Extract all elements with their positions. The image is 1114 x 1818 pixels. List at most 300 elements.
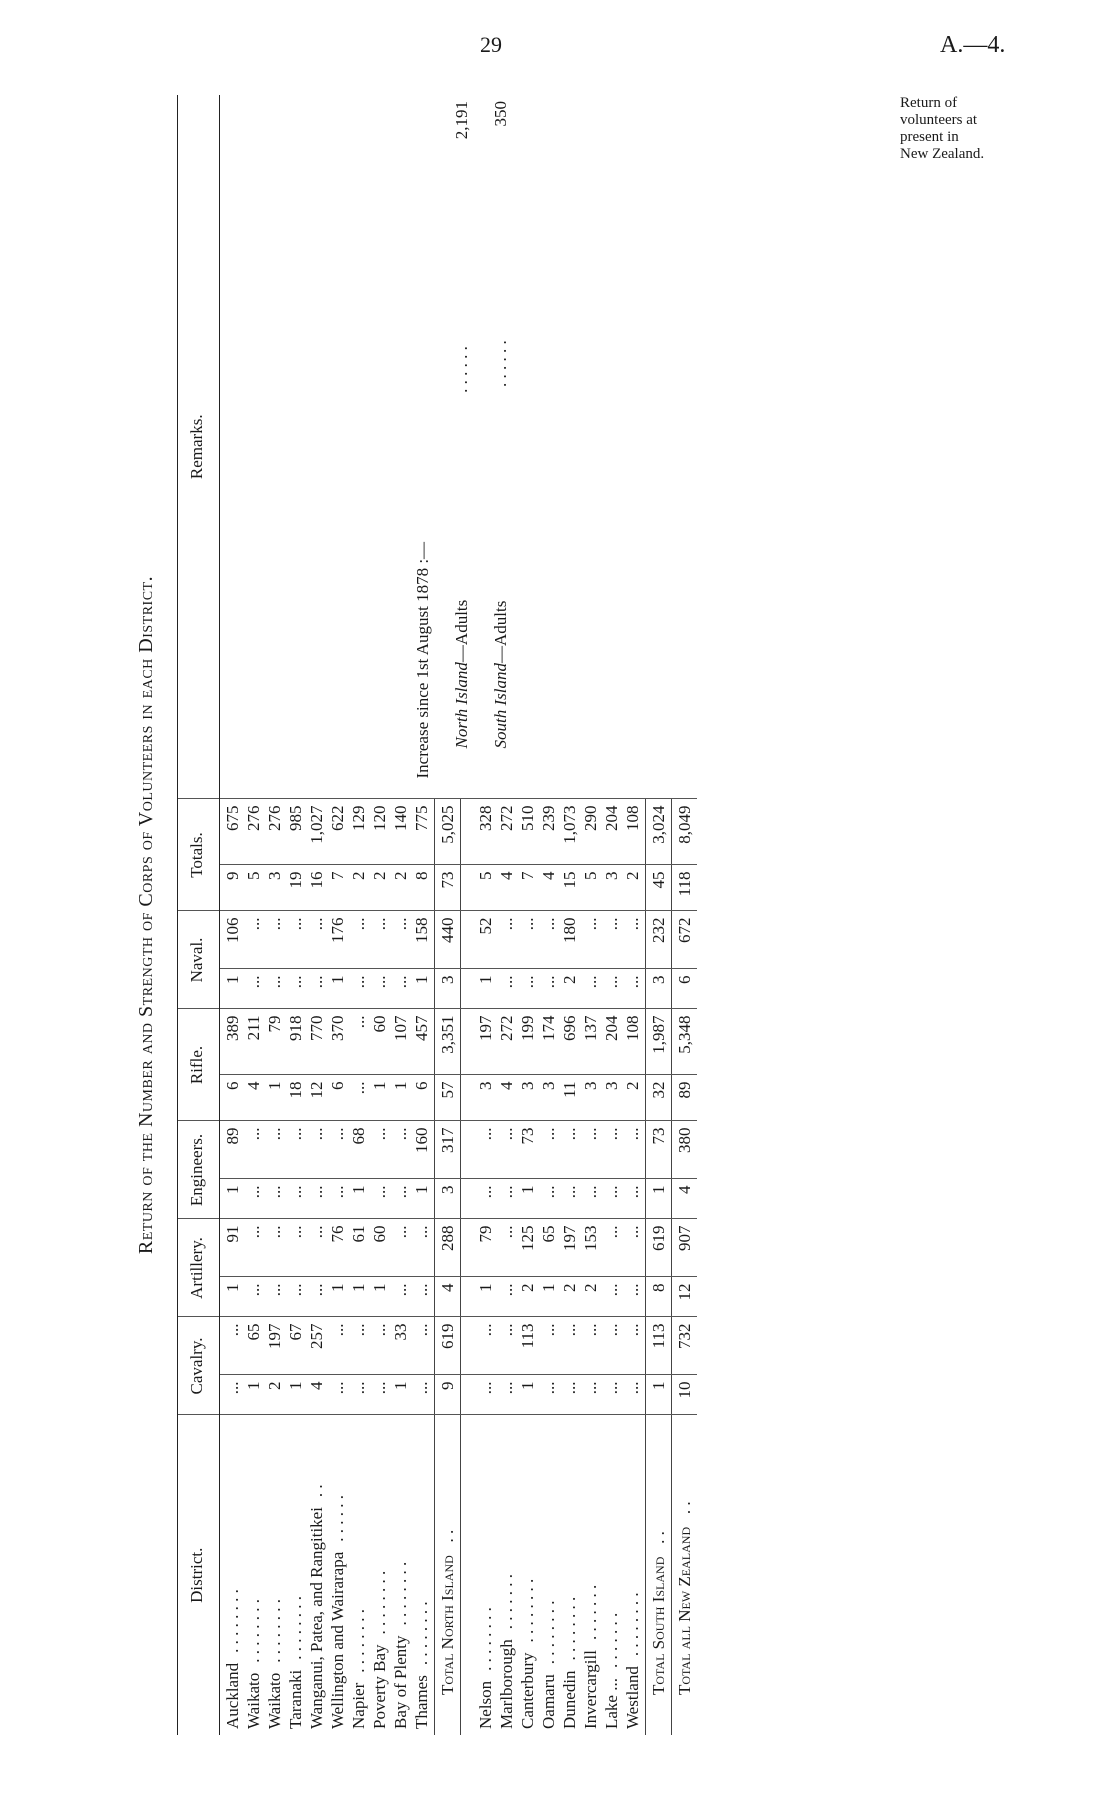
table-cell: 1 xyxy=(223,1185,242,1194)
table-cell: ... xyxy=(328,1323,347,1337)
table-cell: 1 xyxy=(286,1381,305,1390)
table-cell: ... xyxy=(307,917,326,931)
table-cell: 1,073 xyxy=(560,805,579,844)
table-cell: ... xyxy=(370,1185,389,1199)
dot-leader: . . . . . . . . xyxy=(223,1589,242,1653)
dot-leader: . . . . . . . . xyxy=(286,1596,305,1660)
margin-note xyxy=(900,95,1020,163)
total-cell: 10 xyxy=(672,1375,698,1415)
table-cell: ... xyxy=(539,917,558,931)
margin-note-line: New Zealand. xyxy=(900,146,985,162)
remarks-north-suffix: —Adults xyxy=(452,599,471,663)
table-cell: 79 xyxy=(476,1225,495,1243)
district-name xyxy=(348,1422,369,1730)
district-name xyxy=(327,1422,348,1730)
remarks-cell xyxy=(220,95,698,799)
total-cell: 89 xyxy=(672,1075,698,1121)
district-label: Auckland xyxy=(223,1662,242,1729)
table-cell: 328 xyxy=(476,805,495,831)
total-cell: 8 xyxy=(646,1277,672,1317)
table-cell: ... xyxy=(307,1283,326,1297)
total-cell: 5,348 xyxy=(672,1009,698,1075)
table-cell: 65 xyxy=(539,1225,558,1243)
district-label: Wellington and Wairarapa xyxy=(328,1551,347,1729)
table-cell: 3 xyxy=(602,1081,621,1090)
table-cell: ... xyxy=(244,917,263,931)
table-cell: ... xyxy=(391,1185,410,1199)
artillery-corps-column xyxy=(220,1277,435,1317)
nz-total-label: Total all New Zealand . . xyxy=(672,1415,698,1735)
table-cell: 6 xyxy=(328,1081,347,1090)
table-cell: ... xyxy=(244,1127,263,1141)
cavalry-corps-column xyxy=(461,1375,646,1415)
table-cell: ... xyxy=(497,975,516,989)
table-cell: 985 xyxy=(286,805,305,831)
district-column xyxy=(220,1415,435,1735)
cavalry-corps-column xyxy=(220,1375,435,1415)
engineers-strength-column xyxy=(461,1121,646,1179)
total-cell: 32 xyxy=(646,1075,672,1121)
total-cell: 73 xyxy=(435,865,461,911)
total-cell: 4 xyxy=(672,1179,698,1219)
table-cell: ... xyxy=(560,1185,579,1199)
dot-leader: . . . . . . . xyxy=(497,1574,516,1630)
table-cell: ... xyxy=(412,1381,431,1395)
naval-strength-column xyxy=(461,911,646,969)
header-cavalry: Cavalry. xyxy=(178,1317,220,1415)
district-label: Oamaru xyxy=(539,1674,558,1729)
table-cell: ... xyxy=(497,917,516,931)
table-cell: 4 xyxy=(307,1381,326,1390)
table-cell: ... xyxy=(581,1127,600,1141)
table-cell: ... xyxy=(286,917,305,931)
total-cell: 288 xyxy=(435,1219,461,1277)
dot-leader: . . . . . . . . xyxy=(518,1578,537,1643)
table-cell: ... xyxy=(602,917,621,931)
district-name xyxy=(601,1422,622,1730)
table-cell: 1 xyxy=(349,1283,368,1292)
table-cell: 197 xyxy=(265,1323,284,1349)
total-cell: 3 xyxy=(435,969,461,1009)
total-cell: 6 xyxy=(672,969,698,1009)
artillery-corps-column xyxy=(461,1277,646,1317)
dot-leader: . . . . . . . . xyxy=(349,1608,368,1673)
table-cell: 197 xyxy=(476,1015,495,1041)
table-cell: 106 xyxy=(223,917,242,943)
table-cell: 204 xyxy=(602,1015,621,1041)
table-cell: ... xyxy=(370,917,389,931)
table-cell: ... xyxy=(539,1381,558,1395)
total-cell: 1,987 xyxy=(646,1009,672,1075)
table-cell: 272 xyxy=(497,805,516,831)
table-cell: 1 xyxy=(349,1185,368,1194)
table-cell: 272 xyxy=(497,1015,516,1041)
table-cell: 1 xyxy=(412,1185,431,1194)
table-cell: 276 xyxy=(244,805,263,831)
table-cell: ... xyxy=(391,1283,410,1297)
district-name xyxy=(622,1422,643,1730)
table-cell: 3 xyxy=(539,1081,558,1090)
remarks-south-suffix: —Adults xyxy=(491,600,510,664)
total-cell: 672 xyxy=(672,911,698,969)
table-cell: ... xyxy=(497,1323,516,1337)
header-totals: Totals. xyxy=(178,799,220,911)
table-cell: 1 xyxy=(370,1283,389,1292)
table-cell: ... xyxy=(349,917,368,931)
table-cell: 15 xyxy=(560,871,579,889)
table-cell: 91 xyxy=(223,1225,242,1243)
table-cell: ... xyxy=(623,1381,642,1395)
table-cell: 76 xyxy=(328,1225,347,1243)
table-cell: 158 xyxy=(412,917,431,943)
table-cell: ... xyxy=(602,975,621,989)
table-cell: ... xyxy=(602,1323,621,1337)
total-cell: 619 xyxy=(435,1317,461,1375)
table-cell: ... xyxy=(602,1225,621,1239)
table-cell: ... xyxy=(349,1015,368,1029)
table-cell: ... xyxy=(497,1127,516,1141)
total-cell: 440 xyxy=(435,911,461,969)
table-cell: ... xyxy=(391,1127,410,1141)
table-cell: ... xyxy=(223,1323,242,1337)
table-cell: 6 xyxy=(223,1081,242,1090)
table-cell: 6 xyxy=(412,1081,431,1090)
margin-note-line: present in xyxy=(900,129,959,145)
district-name xyxy=(559,1422,580,1730)
remarks-north-row xyxy=(451,101,472,779)
engineers-corps-column xyxy=(220,1179,435,1219)
district-name xyxy=(538,1422,559,1730)
table-cell: 61 xyxy=(349,1225,368,1243)
table-cell: 3 xyxy=(476,1081,495,1090)
total-cell: 619 xyxy=(646,1219,672,1277)
table-cell: ... xyxy=(539,975,558,989)
table-cell: ... xyxy=(307,1185,326,1199)
table-cell: 7 xyxy=(328,871,347,880)
totals-strength-column xyxy=(220,799,435,865)
table-cell: ... xyxy=(244,975,263,989)
district-name xyxy=(306,1422,327,1730)
district-name xyxy=(411,1422,432,1730)
table-cell: 176 xyxy=(328,917,347,943)
table-cell: ... xyxy=(286,1127,305,1141)
remarks-south-row xyxy=(490,101,511,779)
table-cell: 3 xyxy=(581,1081,600,1090)
table-cell: ... xyxy=(286,1185,305,1199)
total-cell: 317 xyxy=(435,1121,461,1179)
table-cell: 3 xyxy=(602,871,621,880)
table-cell: 696 xyxy=(560,1015,579,1041)
table-cell: 1 xyxy=(391,1081,410,1090)
remarks-south-label: South Island xyxy=(491,663,510,749)
naval-corps-column xyxy=(461,969,646,1009)
total-cell: 380 xyxy=(672,1121,698,1179)
table-cell: 510 xyxy=(518,805,537,831)
table-cell: 18 xyxy=(286,1081,305,1099)
table-cell: ... xyxy=(581,975,600,989)
table-cell: ... xyxy=(307,1225,326,1239)
table-cell: ... xyxy=(370,1381,389,1395)
table-cell: ... xyxy=(244,1225,263,1239)
table-cell: 7 xyxy=(518,871,537,880)
rifle-corps-column xyxy=(220,1075,435,1121)
table-cell: ... xyxy=(602,1381,621,1395)
table-cell: 180 xyxy=(560,917,579,943)
table-cell: ... xyxy=(497,1185,516,1199)
table-cell: ... xyxy=(581,917,600,931)
remarks-north-value: 2,191 xyxy=(452,101,471,140)
table-cell: 211 xyxy=(244,1015,263,1041)
table-cell: 67 xyxy=(286,1323,305,1341)
total-cell: 12 xyxy=(672,1277,698,1317)
total-cell: 3 xyxy=(646,969,672,1009)
cavalry-strength-column xyxy=(220,1317,435,1375)
table-cell: 8 xyxy=(412,871,431,880)
table-cell: ... xyxy=(349,975,368,989)
table-cell: 1 xyxy=(476,1283,495,1292)
table-cell: 2 xyxy=(623,871,642,880)
table-cell: 1 xyxy=(265,1081,284,1090)
table-cell: ... xyxy=(539,1127,558,1141)
artillery-strength-column xyxy=(461,1219,646,1277)
page-number: 29 xyxy=(480,32,502,57)
table-cell: ... xyxy=(539,1323,558,1337)
totals-corps-column xyxy=(220,865,435,911)
remarks-north-dots: . . . . . . xyxy=(452,346,471,393)
table-cell: ... xyxy=(581,1381,600,1395)
table-cell: ... xyxy=(265,975,284,989)
total-cell: 9 xyxy=(435,1375,461,1415)
total-cell: 732 xyxy=(672,1317,698,1375)
header-rifle: Rifle. xyxy=(178,1009,220,1121)
table-cell: 2 xyxy=(391,871,410,880)
total-cell: 1 xyxy=(646,1179,672,1219)
table-cell: ... xyxy=(476,1127,495,1141)
table-cell: ... xyxy=(623,1323,642,1337)
dot-leader: . . . . . . . . xyxy=(623,1592,642,1657)
table-cell: 3 xyxy=(265,871,284,880)
rifle-strength-column xyxy=(461,1009,646,1075)
district-name xyxy=(496,1422,517,1730)
table-cell: 770 xyxy=(307,1015,326,1041)
naval-strength-column xyxy=(220,911,435,969)
table-cell: ... xyxy=(391,917,410,931)
table-cell: 120 xyxy=(370,805,389,831)
table-cell: ... xyxy=(497,1283,516,1297)
totals-corps-column xyxy=(461,865,646,911)
table-cell: 65 xyxy=(244,1323,263,1341)
table-cell: ... xyxy=(497,1225,516,1239)
total-cell: 8,049 xyxy=(672,799,698,865)
table-cell: 4 xyxy=(244,1081,263,1090)
header-engineers: Engineers. xyxy=(178,1121,220,1219)
table-cell: 160 xyxy=(412,1127,431,1153)
table-cell: 2 xyxy=(518,1283,537,1292)
table-cell: ... xyxy=(265,1127,284,1141)
total-cell: 907 xyxy=(672,1219,698,1277)
table-cell: ... xyxy=(265,1185,284,1199)
table-cell: 1 xyxy=(539,1283,558,1292)
table-cell: 918 xyxy=(286,1015,305,1041)
table-cell: ... xyxy=(518,975,537,989)
district-name xyxy=(390,1422,411,1730)
table-cell: 1 xyxy=(476,975,495,984)
table-cell: 11 xyxy=(560,1081,579,1098)
table-cell: 33 xyxy=(391,1323,410,1341)
table-cell: ... xyxy=(391,1225,410,1239)
total-cell: 45 xyxy=(646,865,672,911)
total-cell: 73 xyxy=(646,1121,672,1179)
north-island-rows xyxy=(220,95,435,1735)
table-cell: ... xyxy=(560,1323,579,1337)
district-label: Marlborough xyxy=(497,1639,516,1729)
dot-leader: . . . . . . . . xyxy=(244,1599,263,1663)
table-cell: 276 xyxy=(265,805,284,831)
table-cell: 239 xyxy=(539,805,558,831)
district-label: Bay of Plenty xyxy=(391,1635,410,1729)
totals-strength-column xyxy=(461,799,646,865)
total-cell: 1 xyxy=(646,1375,672,1415)
table-cell: ... xyxy=(581,1323,600,1337)
district-label: Westland xyxy=(623,1666,642,1729)
table-cell: 2 xyxy=(560,975,579,984)
table-cell: 622 xyxy=(328,805,347,831)
table-cell: 107 xyxy=(391,1015,410,1041)
header-district: District. xyxy=(178,1415,220,1735)
table-cell: 68 xyxy=(349,1127,368,1145)
table-cell: ... xyxy=(623,1185,642,1199)
table-cell: 5 xyxy=(244,871,263,880)
table-cell: ... xyxy=(560,1127,579,1141)
table-cell: ... xyxy=(602,1127,621,1141)
table-cell: ... xyxy=(370,975,389,989)
table-cell: ... xyxy=(349,1081,368,1095)
total-cell: 3,351 xyxy=(435,1009,461,1075)
district-name xyxy=(222,1422,243,1730)
table-cell: ... xyxy=(476,1323,495,1337)
dot-leader: . . . . . . xyxy=(328,1494,347,1542)
dot-leader: . . . . . . . . xyxy=(412,1601,431,1666)
volunteer-return-table xyxy=(177,95,697,1735)
table-cell: ... xyxy=(476,1185,495,1199)
table-cell: ... xyxy=(623,1283,642,1297)
total-cell: 3 xyxy=(435,1179,461,1219)
table-cell: ... xyxy=(244,1283,263,1297)
table-cell: ... xyxy=(328,1127,347,1141)
district-name xyxy=(264,1422,285,1730)
district-name xyxy=(580,1422,601,1730)
table-cell: 1 xyxy=(518,1185,537,1194)
total-cell: 113 xyxy=(646,1317,672,1375)
table-cell: ... xyxy=(412,1323,431,1337)
table-cell: ... xyxy=(286,975,305,989)
table-cell: 79 xyxy=(265,1015,284,1033)
district-label: Lake ... xyxy=(602,1678,621,1729)
table-cell: ... xyxy=(265,1283,284,1297)
table-cell: 2 xyxy=(560,1283,579,1292)
remarks-south-dots: . . . . . . xyxy=(491,340,510,387)
district-column xyxy=(461,1415,646,1735)
table-cell: 2 xyxy=(581,1283,600,1292)
table-cell: 1 xyxy=(223,1283,242,1292)
district-label: Wanganui, Patea, and Rangitikei xyxy=(307,1507,326,1729)
table-cell: 4 xyxy=(539,871,558,880)
margin-note-line: Return of xyxy=(900,95,958,111)
table-cell: ... xyxy=(602,1283,621,1297)
table-cell: ... xyxy=(391,975,410,989)
table-cell: 60 xyxy=(370,1225,389,1243)
table-cell: ... xyxy=(349,1381,368,1395)
table-cell: 1 xyxy=(244,1381,263,1390)
table-cell: 2 xyxy=(370,871,389,880)
table-cell: ... xyxy=(307,975,326,989)
district-label: Canterbury xyxy=(518,1652,537,1729)
table-cell: 73 xyxy=(518,1127,537,1145)
table-cell: ... xyxy=(370,1323,389,1337)
cavalry-strength-column xyxy=(461,1317,646,1375)
table-cell: ... xyxy=(623,1225,642,1239)
table-cell: ... xyxy=(328,1185,347,1199)
table-title: Return of the Number and Strength of Corps of Volunteers in each District. xyxy=(135,575,157,1255)
table-cell: ... xyxy=(328,1381,347,1395)
rifle-corps-column xyxy=(461,1075,646,1121)
remarks-south-value: 350 xyxy=(491,101,510,127)
district-name xyxy=(243,1422,264,1730)
table-cell: ... xyxy=(244,1185,263,1199)
table-cell: 204 xyxy=(602,805,621,831)
district-label: Poverty Bay xyxy=(370,1644,389,1729)
district-label: Thames xyxy=(412,1675,431,1729)
table-cell: ... xyxy=(560,1381,579,1395)
table-cell: 5 xyxy=(476,871,495,880)
table-cell: 199 xyxy=(518,1015,537,1041)
table-cell: 52 xyxy=(476,917,495,935)
rifle-strength-column xyxy=(220,1009,435,1075)
table-cell: 5 xyxy=(581,871,600,880)
dot-leader: . . . . . . . . xyxy=(476,1607,495,1671)
district-name xyxy=(369,1422,390,1730)
table-cell: 1,027 xyxy=(307,805,326,844)
table-cell: ... xyxy=(623,975,642,989)
dot-leader: . . . . . . . xyxy=(602,1612,621,1669)
table-cell: 457 xyxy=(412,1015,431,1041)
total-cell: 232 xyxy=(646,911,672,969)
table-cell: 257 xyxy=(307,1323,326,1349)
header-artillery: Artillery. xyxy=(178,1219,220,1317)
artillery-strength-column xyxy=(220,1219,435,1277)
table-cell: 2 xyxy=(265,1381,284,1390)
table-cell: ... xyxy=(286,1225,305,1239)
table-cell: 174 xyxy=(539,1015,558,1041)
table-cell: ... xyxy=(623,1127,642,1141)
table-cell: 4 xyxy=(497,871,516,880)
table-cell: ... xyxy=(412,1283,431,1297)
table-cell: 1 xyxy=(518,1381,537,1390)
table-cell: 129 xyxy=(349,805,368,831)
table-cell: ... xyxy=(223,1381,242,1395)
page-code: A.—4. xyxy=(940,32,1006,58)
table-cell: 12 xyxy=(307,1081,326,1099)
table-cell: 153 xyxy=(581,1225,600,1251)
table-cell: 4 xyxy=(497,1081,516,1090)
table-cell: 140 xyxy=(391,805,410,831)
total-cell: 118 xyxy=(672,865,698,911)
remarks-north-label: North Island xyxy=(452,662,471,749)
table-cell: 1 xyxy=(328,1283,347,1292)
table-cell: 1 xyxy=(223,975,242,984)
table-cell: 16 xyxy=(307,871,326,889)
engineers-strength-column xyxy=(220,1121,435,1179)
